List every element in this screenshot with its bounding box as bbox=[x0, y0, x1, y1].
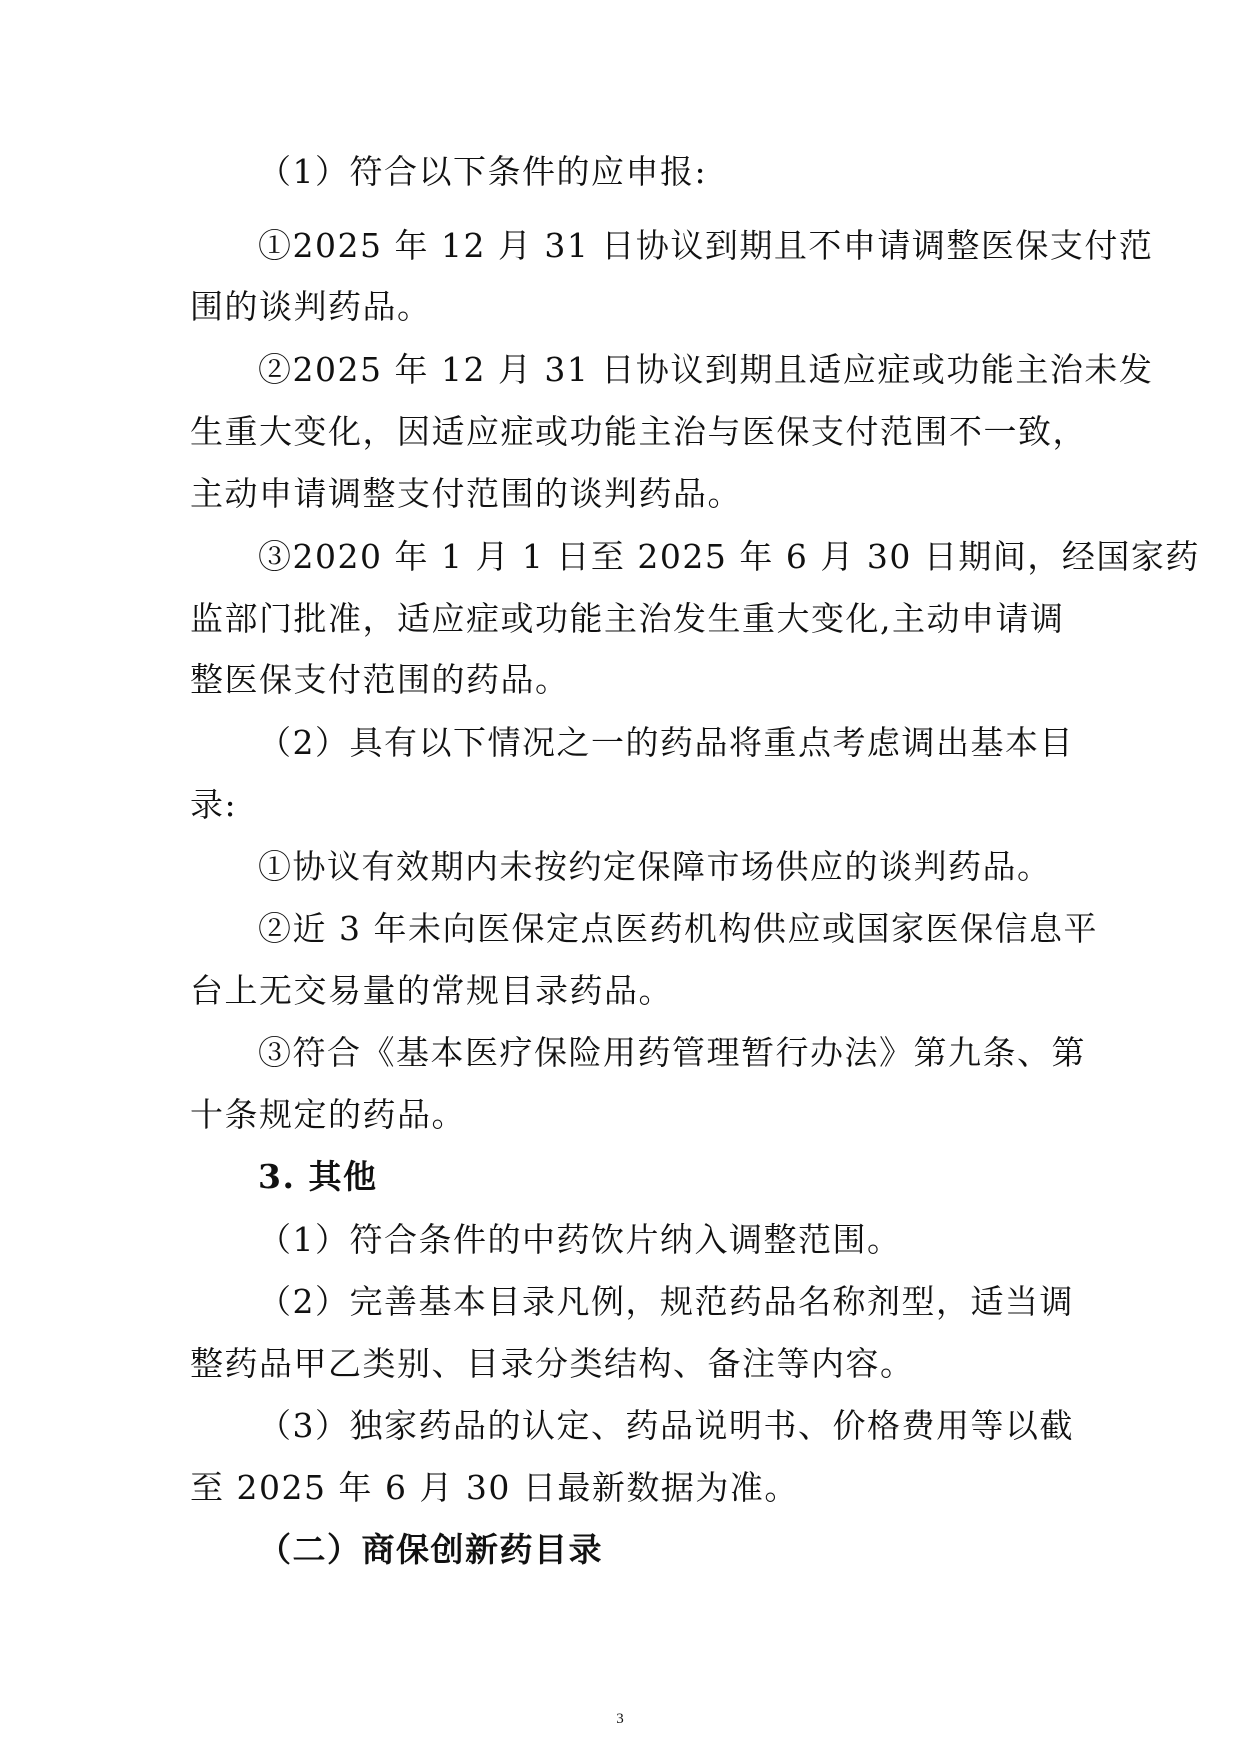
paragraph-line: 监部门批准，适应症或功能主治发生重大变化,主动申请调 bbox=[190, 599, 1065, 638]
section-heading: （二）商保创新药目录 bbox=[258, 1530, 603, 1569]
paragraph-line: ②近 3 年未向医保定点医药机构供应或国家医保信息平 bbox=[258, 909, 1098, 948]
paragraph-line: （2）完善基本目录凡例，规范药品名称剂型，适当调 bbox=[258, 1282, 1074, 1321]
paragraph-line: ③2020 年 1 月 1 日至 2025 年 6 月 30 日期间，经国家药 bbox=[258, 537, 1200, 576]
paragraph-line: 至 2025 年 6 月 30 日最新数据为准。 bbox=[190, 1468, 799, 1507]
paragraph-line: 台上无交易量的常规目录药品。 bbox=[190, 971, 673, 1010]
paragraph-line: ②2025 年 12 月 31 日协议到期且适应症或功能主治未发 bbox=[258, 350, 1154, 389]
paragraph-line: 整药品甲乙类别、目录分类结构、备注等内容。 bbox=[190, 1344, 915, 1383]
paragraph-line: 围的谈判药品。 bbox=[190, 287, 432, 326]
paragraph-line: ①2025 年 12 月 31 日协议到期且不申请调整医保支付范 bbox=[258, 226, 1154, 265]
paragraph-line: （2）具有以下情况之一的药品将重点考虑调出基本目 bbox=[258, 723, 1074, 762]
paragraph-line: ①协议有效期内未按约定保障市场供应的谈判药品。 bbox=[258, 847, 1052, 886]
paragraph-line: （1）符合条件的中药饮片纳入调整范围。 bbox=[258, 1220, 902, 1259]
paragraph-line: 生重大变化，因适应症或功能主治与医保支付范围不一致， bbox=[190, 412, 1087, 451]
paragraph-line: （1）符合以下条件的应申报: bbox=[258, 152, 708, 191]
paragraph-line: 录: bbox=[190, 785, 238, 824]
paragraph-line: ③符合《基本医疗保险用药管理暂行办法》第九条、第 bbox=[258, 1033, 1086, 1072]
paragraph-line: （3）独家药品的认定、药品说明书、价格费用等以截 bbox=[258, 1406, 1074, 1445]
paragraph-line: 整医保支付范围的药品。 bbox=[190, 660, 570, 699]
section-heading: 3. 其他 bbox=[258, 1157, 378, 1196]
page-number: 3 bbox=[616, 1711, 624, 1727]
paragraph-line: 主动申请调整支付范围的谈判药品。 bbox=[190, 474, 742, 513]
paragraph-line: 十条规定的药品。 bbox=[190, 1095, 466, 1134]
